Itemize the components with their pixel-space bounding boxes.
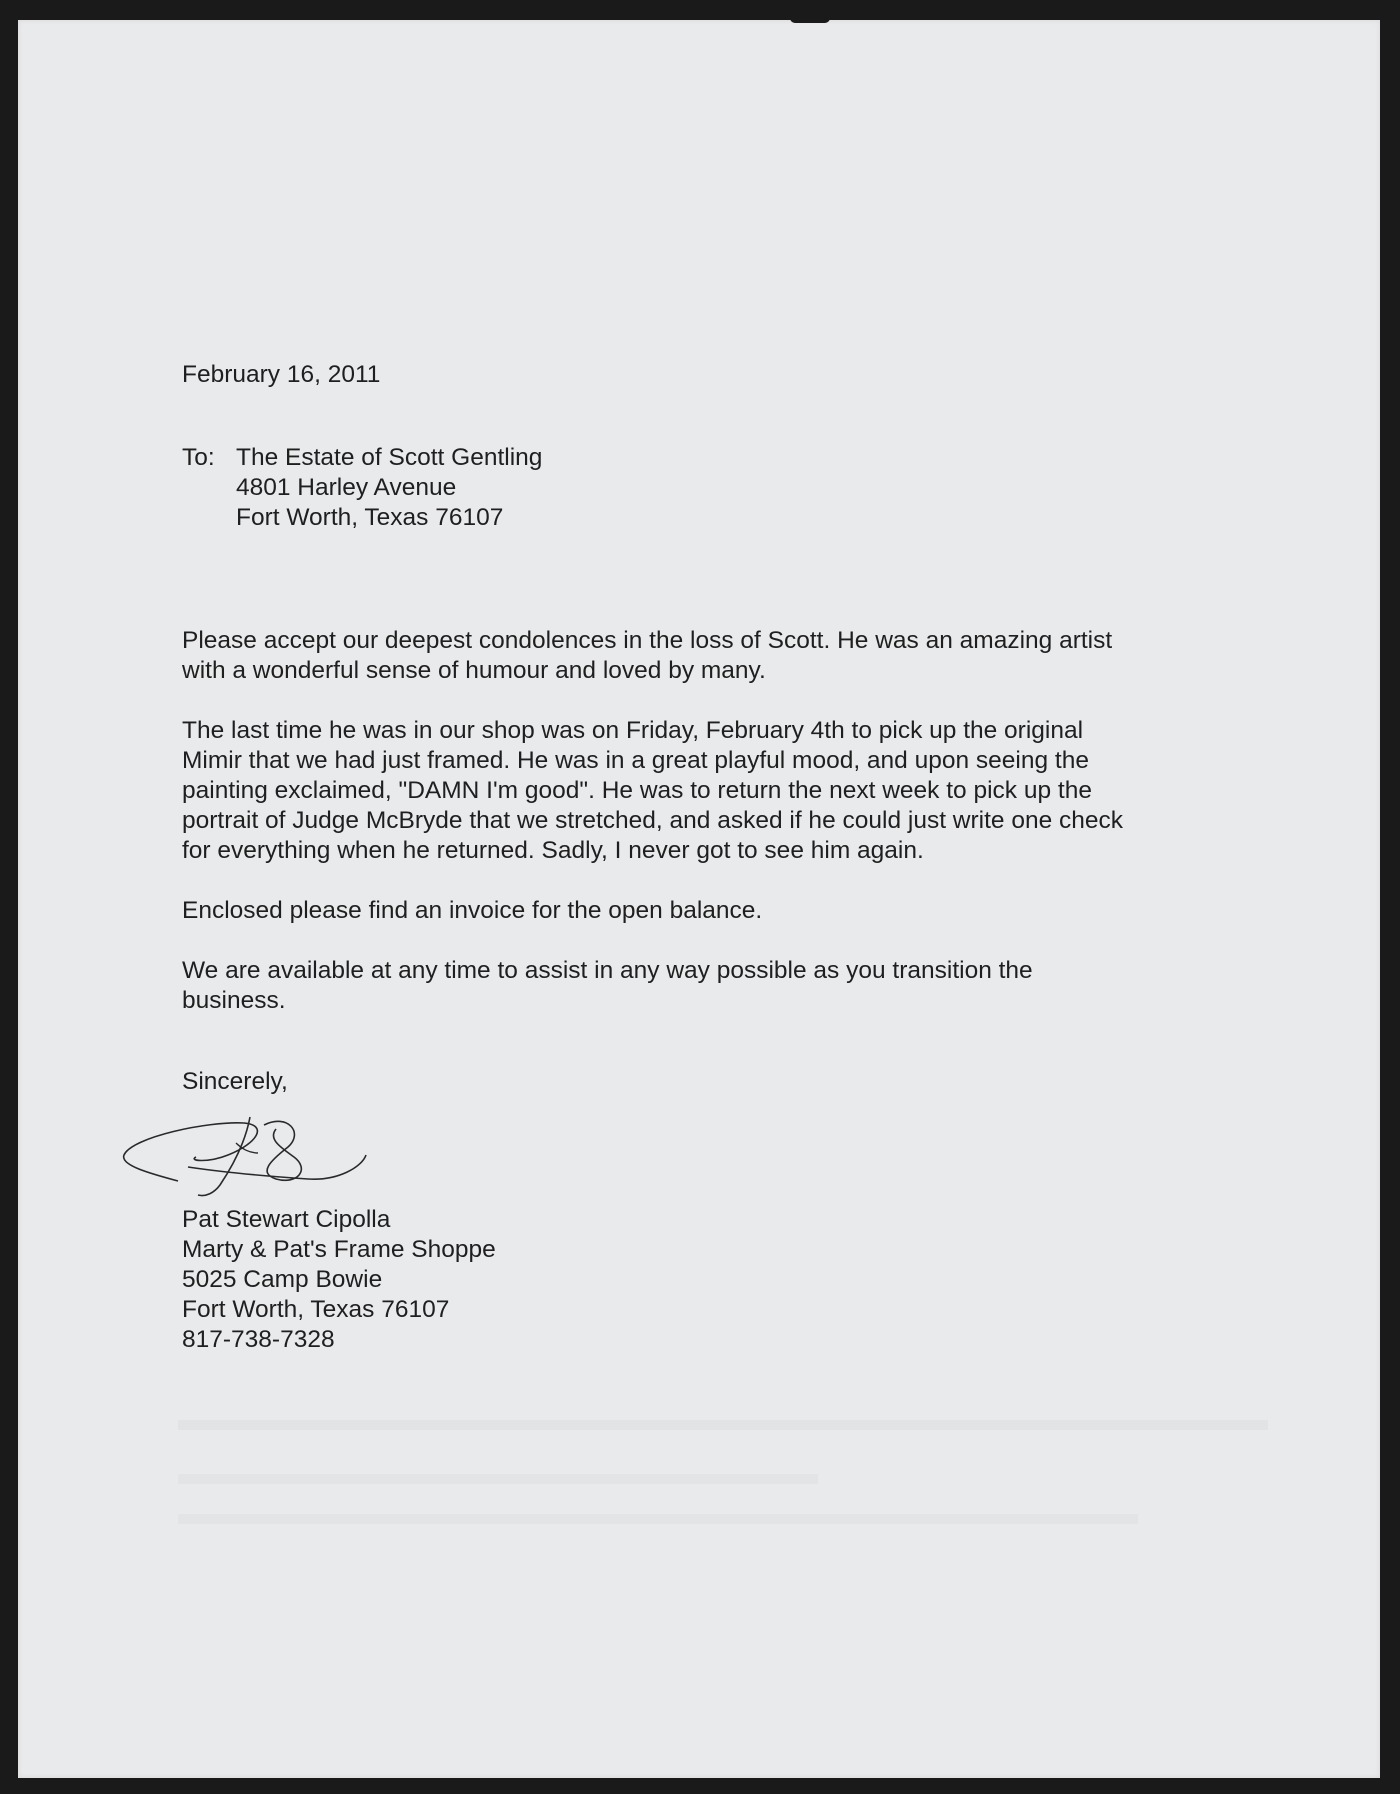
paragraph-line: The last time he was in our shop was on Friday, February 4th to pick up the original	[182, 717, 1084, 744]
paragraph-last-visit	[182, 716, 1262, 866]
closing: Sincerely,	[182, 1068, 288, 1095]
paragraph-line: Mimir that we had just framed. He was in a great playful mood, and upon seeing the	[182, 747, 1089, 774]
recipient-block	[182, 443, 1262, 533]
paragraph-line: We are available at any time to assist in any way possible as you transition the	[182, 957, 1033, 984]
paragraph-line: for everything when he returned. Sadly, I never got to see him again.	[182, 837, 924, 864]
sender-street: 5025 Camp Bowie	[182, 1266, 383, 1293]
paragraph-line: with a wonderful sense of humour and loved by many.	[182, 657, 766, 684]
recipient-street: 4801 Harley Avenue	[236, 474, 457, 501]
paragraph-condolences	[182, 626, 1262, 686]
sender-block	[182, 1205, 1262, 1355]
paragraph-line: painting exclaimed, "DAMN I'm good". He was to return the next week to pick up the	[182, 777, 1092, 804]
paragraph-line: Please accept our deepest condolences in the loss of Scott. He was an amazing artist	[182, 627, 1113, 654]
sender-name: Pat Stewart Cipolla	[182, 1206, 391, 1233]
sender-city: Fort Worth, Texas 76107	[182, 1296, 450, 1323]
show-through-line	[178, 1514, 1138, 1524]
show-through-texture	[18, 1400, 1380, 1540]
paragraph-line: business.	[182, 987, 286, 1014]
recipient-name: The Estate of Scott Gentling	[236, 444, 543, 471]
paragraph-assistance	[182, 956, 1262, 1016]
paragraph-invoice	[182, 896, 1262, 926]
letter-page	[18, 20, 1380, 1778]
to-label: To:	[182, 444, 215, 471]
paper-edge-notch	[790, 18, 830, 23]
sender-company: Marty & Pat's Frame Shoppe	[182, 1236, 496, 1263]
show-through-line	[178, 1474, 818, 1484]
sender-phone: 817-738-7328	[182, 1326, 335, 1353]
signature-icon	[118, 1097, 1262, 1205]
paragraph-line: portrait of Judge McBryde that we stretched, and asked if he could just write one check	[182, 807, 1124, 834]
recipient-line	[182, 443, 1262, 473]
recipient-city: Fort Worth, Texas 76107	[236, 504, 504, 531]
signature-drawing	[118, 1103, 378, 1203]
show-through-line	[178, 1420, 1268, 1430]
letter-body	[182, 360, 1262, 1355]
paragraph-line: Enclosed please find an invoice for the open balance.	[182, 897, 763, 924]
letter-date: February 16, 2011	[182, 361, 381, 388]
